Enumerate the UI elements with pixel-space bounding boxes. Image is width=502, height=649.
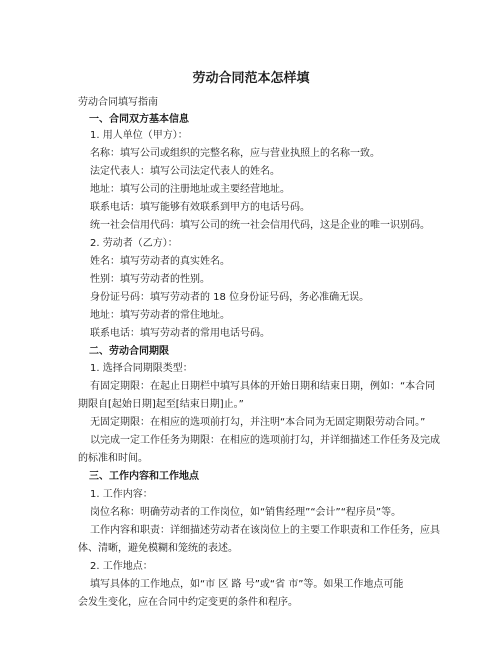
section-heading-term: 二、劳动合同期限 — [89, 346, 169, 357]
term-type-heading: 1. 选择合同期限类型： — [90, 363, 193, 374]
worker-id-item: 身份证号码：填写劳动者的 18 位身份证号码，务必准确无误。 — [90, 292, 370, 303]
task-term-line1: 以完成一定工作任务为期限：在相应的选项前打勾，并详细描述工作任务及完成 — [90, 435, 440, 446]
employer-phone-item: 联系电话：填写能够有效联系到甲方的电话号码。 — [90, 202, 310, 213]
open-term-line: 无固定期限：在相应的选项前打勾，并注明“本合同为无固定期限劳动合同。” — [90, 417, 426, 428]
section-heading-basic-info: 一、合同双方基本信息 — [89, 114, 189, 125]
worker-heading: 2. 劳动者（乙方）： — [90, 238, 178, 249]
employer-address-item: 地址：填写公司的注册地址或主要经营地址。 — [90, 184, 290, 195]
worker-gender-item: 性别：填写劳动者的性别。 — [90, 274, 210, 285]
work-content-heading: 1. 工作内容： — [90, 489, 153, 500]
duty-line2: 体、清晰，避免模糊和笼统的表述。 — [78, 543, 238, 554]
employer-credit-code-item: 统一社会信用代码：填写公司的统一社会信用代码，这是企业的唯一识别码。 — [90, 220, 430, 231]
place-line2: 会发生变化，应在合同中约定变更的条件和程序。 — [78, 597, 298, 608]
employer-heading: 1. 用人单位（甲方）： — [90, 130, 188, 141]
duty-line1: 工作内容和职责：详细描述劳动者在该岗位上的主要工作职责和工作任务，应具 — [90, 525, 440, 536]
document-subtitle: 劳动合同填写指南 — [78, 97, 158, 108]
employer-legal-rep-item: 法定代表人：填写公司法定代表人的姓名。 — [90, 166, 280, 177]
post-name-line: 岗位名称：明确劳动者的工作岗位，如“销售经理”“会计”“程序员”等。 — [90, 507, 402, 518]
document-title: 劳动合同范本怎样填 — [192, 71, 310, 86]
task-term-line2: 的标准和时间。 — [78, 453, 148, 464]
employer-name-item: 名称：填写公司或组织的完整名称，应与营业执照上的名称一致。 — [90, 148, 380, 159]
worker-name-item: 姓名：填写劳动者的真实姓名。 — [90, 256, 230, 267]
work-place-heading: 2. 工作地点： — [90, 561, 153, 572]
worker-phone-item: 联系电话：填写劳动者的常用电话号码。 — [90, 328, 270, 339]
fixed-term-line1: 有固定期限：在起止日期栏中填写具体的开始日期和结束日期，例如：“本合同 — [90, 381, 436, 392]
worker-address-item: 地址：填写劳动者的常住地址。 — [90, 310, 230, 321]
place-line1: 填写具体的工作地点，如“市 区 路 号”或“省 市”等。如果工作地点可能 — [90, 579, 404, 590]
fixed-term-line2: 期限自[起始日期]起至[结束日期]止。” — [78, 399, 244, 410]
section-heading-work: 三、工作内容和工作地点 — [89, 471, 199, 482]
